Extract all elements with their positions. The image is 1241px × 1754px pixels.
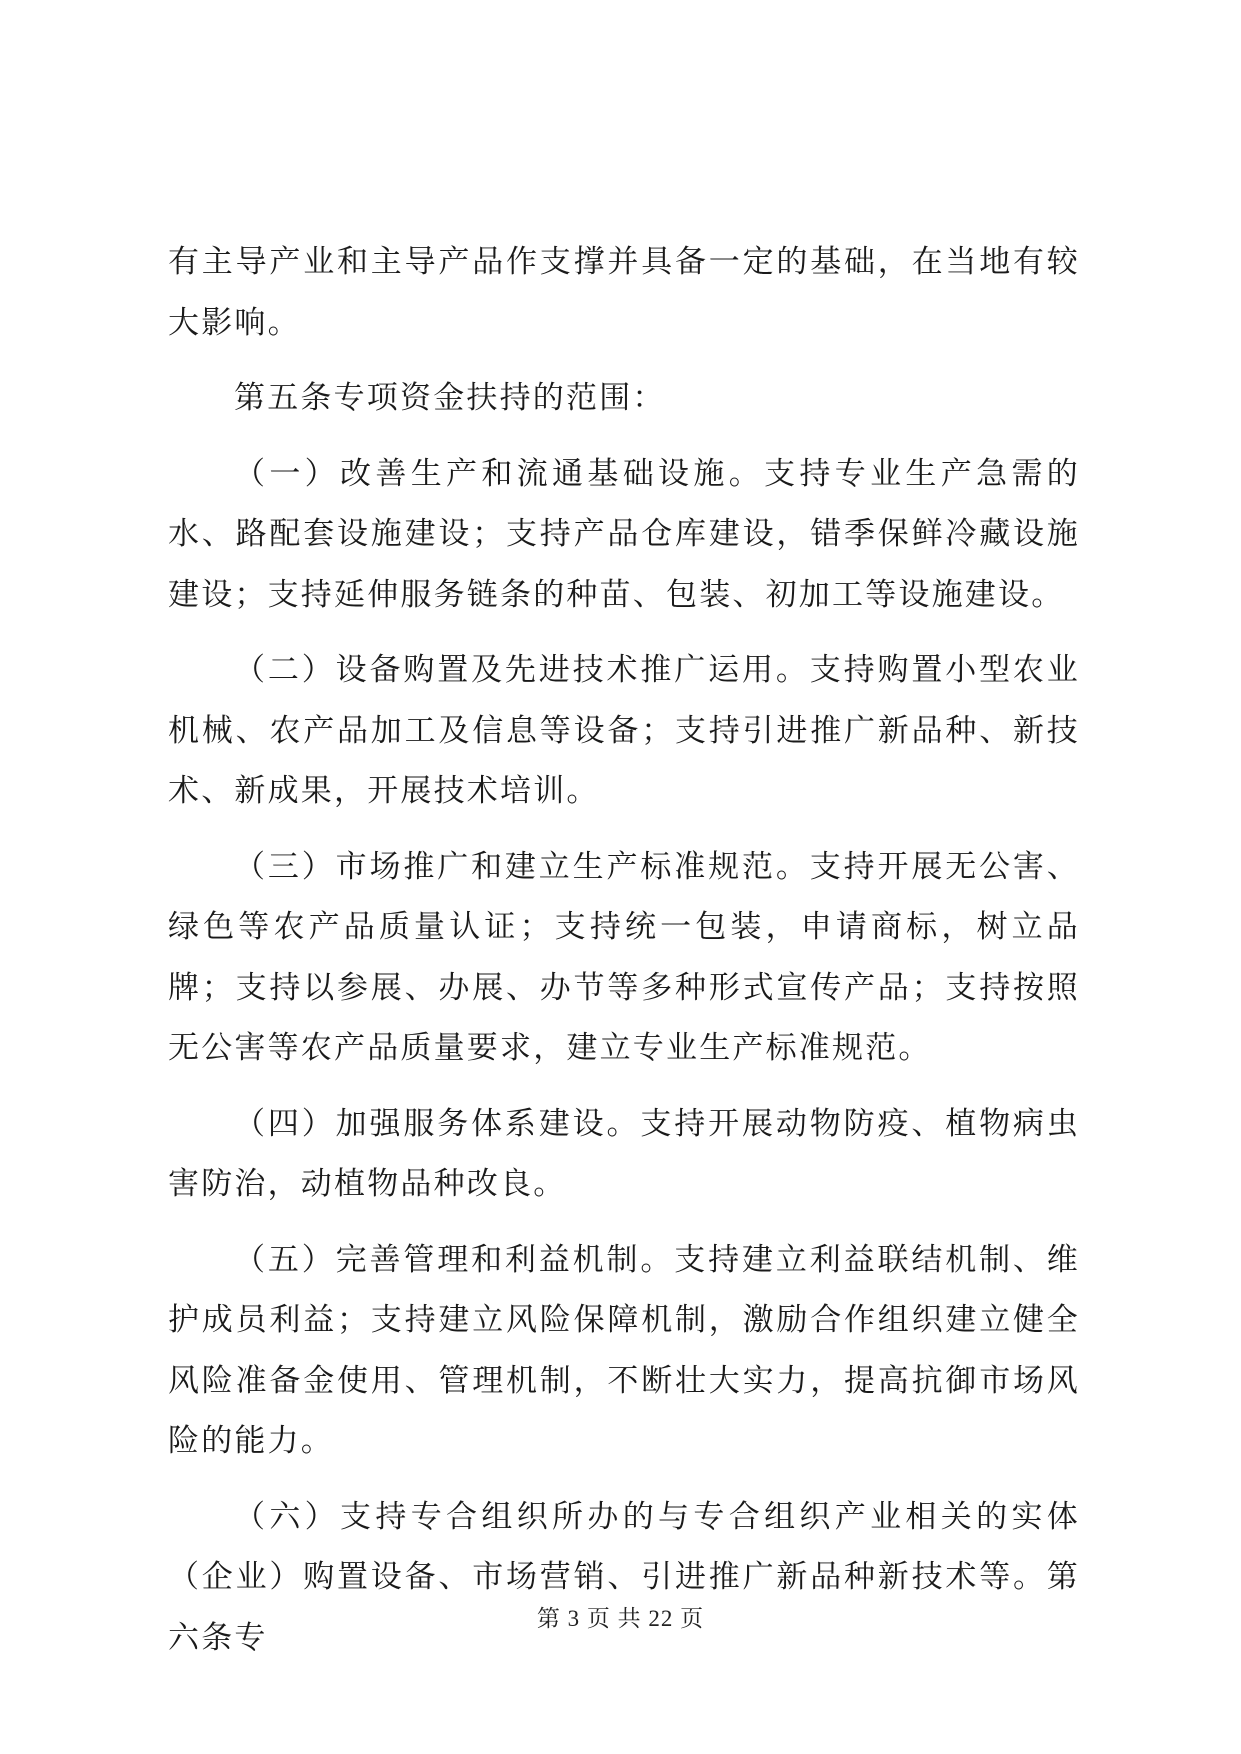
list-item-6: （六）支持专合组织所办的与专合组织产业相关的实体（企业）购置设备、市场营销、引进推广新品种新技术等。第六条专 [168,1498,1080,1656]
paragraph-continuation: 有主导产业和主导产品作支撑并具备一定的基础，在当地有较大影响。 [168,244,1080,341]
list-item-3: （三）市场推广和建立生产标准规范。支持开展无公害、绿色等农产品质量认证；支持统一包装，申请商标，树立品牌；支持以参展、办展、办节等多种形式宣传产品；支持按照无公害等农产品质量要求，建立专业生产标准规范。 [168,848,1080,1066]
list-item-5: （五）完善管理和利益机制。支持建立利益联结机制、维护成员利益；支持建立风险保障机制，激励合作组织建立健全风险准备金使用、管理机制，不断壮大实力，提高抗御市场风险的能力。 [168,1241,1080,1459]
article-heading: 第五条专项资金扶持的范围： [234,380,666,416]
list-item-1: （一）改善生产和流通基础设施。支持专业生产急需的水、路配套设施建设；支持产品仓库建设，错季保鲜冷藏设施建设；支持延伸服务链条的种苗、包装、初加工等设施建设。 [168,455,1080,613]
list-item-2: （二）设备购置及先进技术推广运用。支持购置小型农业机械、农产品加工及信息等设备；支持引进推广新品种、新技术、新成果，开展技术培训。 [168,652,1080,809]
document-body [168,232,1080,1683]
list-item-4: （四）加强服务体系建设。支持开展动物防疫、植物病虫害防治，动植物品种改良。 [168,1105,1080,1202]
page-footer: 第 3 页 共 22 页 [536,1606,705,1631]
